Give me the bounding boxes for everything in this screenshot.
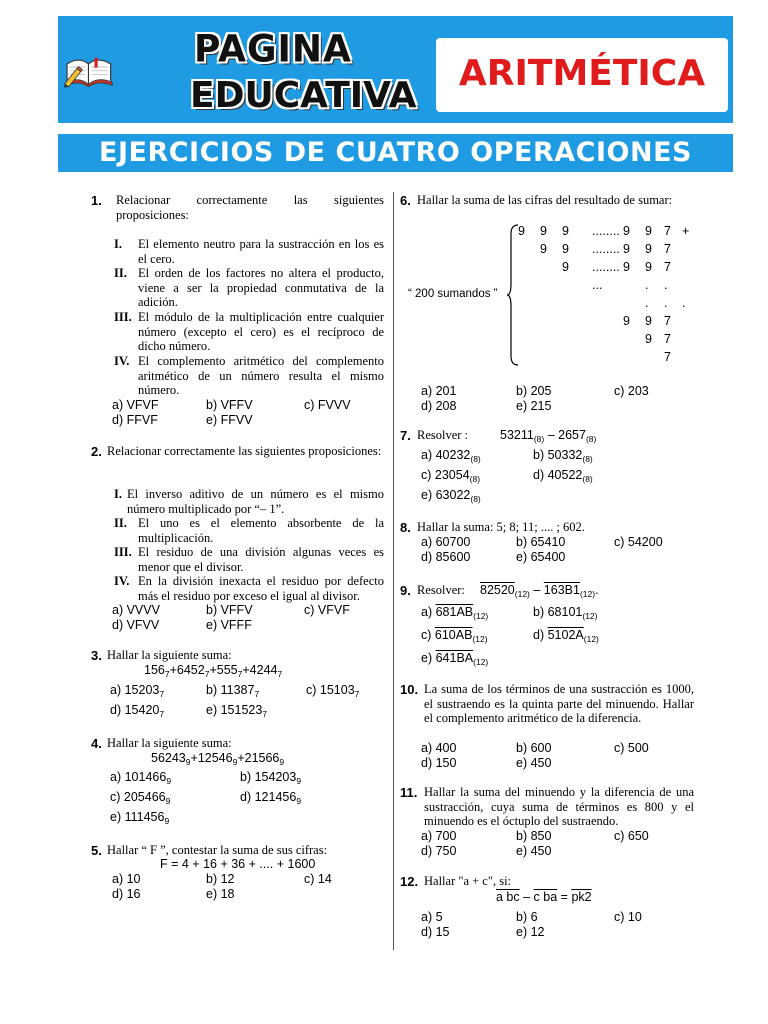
option[interactable]: e) 450: [516, 756, 552, 770]
option[interactable]: c) 500: [614, 741, 649, 755]
item-number: I.: [114, 487, 122, 501]
question-number: 12.: [400, 874, 419, 889]
question-number: 7.: [400, 428, 411, 443]
option[interactable]: d) $121456_9$: [240, 790, 302, 806]
item-number: IV.: [114, 354, 130, 368]
question-stem: Hallar la siguiente suma:: [107, 648, 232, 662]
sum-expression: $56243_9+12546_9+21566_9$: [151, 751, 285, 767]
question-stem: Hallar "a + c", si:: [424, 874, 512, 888]
sum-expression: $156_7+6452_7+555_7+4244_7$: [144, 663, 283, 679]
question-number: 10.: [400, 682, 419, 697]
question-number: 5.: [91, 843, 102, 858]
option[interactable]: c) 203: [614, 384, 649, 398]
grid-digit: .: [645, 278, 649, 292]
grid-digit: 9: [623, 224, 630, 238]
item-number: III.: [114, 545, 132, 559]
option[interactable]: e) 215: [516, 399, 552, 413]
question-stem: Hallar “ F ”, contestar la suma de sus cifras:: [107, 843, 328, 857]
option[interactable]: c) FVVV: [304, 398, 351, 412]
question-number: 6.: [400, 193, 411, 208]
grid-digit: ........: [592, 224, 620, 238]
grid-digit: 9: [623, 242, 630, 256]
option[interactable]: b) $68101_{(12)}$: [533, 605, 598, 621]
option[interactable]: c) $23054_{(8)}$: [421, 468, 481, 484]
grid-digit: 9: [518, 224, 525, 238]
option[interactable]: e) 12: [516, 925, 545, 939]
option[interactable]: d) 16: [112, 887, 141, 901]
subject-title: ARITMÉTICA: [458, 53, 706, 94]
question-number: 4.: [91, 736, 102, 751]
option[interactable]: e) $63022_{(8)}$: [421, 488, 481, 504]
question-stem: La suma de los términos de una sustracción es 1000, el sustraendo es la quinta parte del minuendo. Hallar el complemento aritmético de la diferencia.: [424, 682, 694, 725]
option[interactable]: c) VFVF: [304, 603, 350, 617]
option[interactable]: e) 18: [206, 887, 235, 901]
question-number: 8.: [400, 520, 411, 535]
question-number: 3.: [91, 648, 102, 663]
option[interactable]: b) 6: [516, 910, 538, 924]
brace-icon: [506, 224, 520, 366]
item-text: El módulo de la multiplicación entre cualquier número (excepto el cero) es el recíproco de dicho número.: [138, 310, 384, 353]
grid-digit: 9: [540, 242, 547, 256]
question-stem: Hallar la suma: 5; 8; 11; .... ; 602.: [417, 520, 585, 534]
question-number: 1.: [91, 193, 102, 208]
question-number: 9.: [400, 583, 411, 598]
option[interactable]: e) $111456_9$: [110, 810, 170, 826]
grid-digit: 9: [645, 314, 652, 328]
option[interactable]: e) 65400: [516, 550, 566, 564]
option[interactable]: d) $40522_{(8)}$: [533, 468, 593, 484]
option[interactable]: a) 10: [112, 872, 141, 886]
option[interactable]: b) $50332_{(8)}$: [533, 448, 593, 464]
grid-digit: 9: [645, 224, 652, 238]
option[interactable]: a) 60700: [421, 535, 471, 549]
grid-digit: 9: [562, 224, 569, 238]
operation-expression: $82520_{(12)} - 163B1_{(12)}$.: [480, 583, 599, 599]
grid-digit: 9: [645, 332, 652, 346]
option[interactable]: a) 5: [421, 910, 443, 924]
question-stem: Resolver :: [417, 428, 469, 442]
question-stem: Resolver:: [417, 583, 465, 597]
grid-digit: 9: [645, 260, 652, 274]
option[interactable]: b) 600: [516, 741, 552, 755]
option[interactable]: c) $610AB_{(12)}$: [421, 628, 488, 644]
option[interactable]: a) $101466_9$: [110, 770, 172, 786]
option[interactable]: b) VFFV: [206, 398, 253, 412]
question-stem: Relacionar correctamente las siguientes proposiciones:: [107, 444, 382, 458]
option[interactable]: b) 205: [516, 384, 552, 398]
option[interactable]: d) VFVV: [112, 618, 160, 632]
option[interactable]: d) $15420_7$: [110, 703, 165, 719]
option[interactable]: b) 850: [516, 829, 552, 843]
grid-digit: 9: [562, 260, 569, 274]
option[interactable]: a) $681AB_{(12)}$: [421, 605, 489, 621]
grid-digit: 7: [664, 350, 671, 364]
grid-digit: 7: [664, 242, 671, 256]
option[interactable]: a) VFVF: [112, 398, 159, 412]
option[interactable]: d) 15: [421, 925, 450, 939]
item-number: II.: [114, 516, 127, 530]
grid-digit: 9: [562, 242, 569, 256]
item-text: El uno es el elemento absorbente de la multiplicación.: [138, 516, 384, 545]
option[interactable]: d) $5102A_{(12)}$: [533, 628, 599, 644]
option[interactable]: c) 14: [304, 872, 332, 886]
option[interactable]: d) 150: [421, 756, 457, 770]
grid-digit: 7: [664, 314, 671, 328]
grid-digit: 9: [645, 242, 652, 256]
brand-title-line2: EDUCATIVA: [190, 75, 417, 116]
option[interactable]: d) FFVF: [112, 413, 158, 427]
option[interactable]: a) $40232_{(8)}$: [421, 448, 481, 464]
option[interactable]: e) $641BA_{(12)}$: [421, 651, 489, 667]
grid-digit: 7: [664, 260, 671, 274]
item-number: IV.: [114, 574, 130, 588]
option[interactable]: c) $205466_9$: [110, 790, 171, 806]
grid-digit: 9: [623, 260, 630, 274]
option[interactable]: a) 700: [421, 829, 457, 843]
option[interactable]: a) 201: [421, 384, 457, 398]
column-divider: [393, 192, 394, 950]
sum-expression: F = 4 + 16 + 36 + .... + 1600: [160, 857, 316, 871]
grid-digit: .: [645, 296, 649, 310]
option[interactable]: c) $15103_7$: [306, 683, 360, 699]
grid-digit: .: [682, 296, 686, 310]
option[interactable]: d) 750: [421, 844, 457, 858]
item-text: En la división inexacta el residuo por defecto más el residuo por exceso el igual al divisor.: [138, 574, 384, 603]
operation-expression: $53211_{(8)} - 2657_{(8)}$: [500, 428, 597, 444]
option[interactable]: e) VFFF: [206, 618, 252, 632]
item-text: El orden de los factores no altera el producto, viene a ser la propiedad conmutativa de la adición.: [138, 266, 384, 309]
open-book-with-pencil-icon: [64, 24, 194, 116]
option[interactable]: a) $15203_7$: [110, 683, 165, 699]
option[interactable]: b) $11387_7$: [206, 683, 260, 699]
option[interactable]: c) 650: [614, 829, 649, 843]
option[interactable]: d) 208: [421, 399, 457, 413]
grid-digit: ........: [592, 242, 620, 256]
operation-expression: a bc – c ba = pk2: [496, 890, 592, 904]
option[interactable]: c) 54200: [614, 535, 663, 549]
plus-sign: +: [682, 224, 690, 238]
option[interactable]: d) 85600: [421, 550, 471, 564]
option[interactable]: b) VFFV: [206, 603, 253, 617]
item-text: El residuo de una división algunas veces es menor que el divisor.: [138, 545, 384, 574]
item-number: III.: [114, 310, 132, 324]
item-text: El elemento neutro para la sustracción en los es el cero.: [138, 237, 384, 266]
option[interactable]: c) 10: [614, 910, 642, 924]
grid-digit: 9: [540, 224, 547, 238]
sum-count-label: “ 200 sumandos ”: [408, 288, 498, 300]
page-title: EJERCICIOS DE CUATRO OPERACIONES: [99, 137, 692, 168]
grid-digit: 7: [664, 224, 671, 238]
grid-digit: .: [664, 278, 668, 292]
question-stem: Relacionar correctamente las siguientes proposiciones:: [116, 193, 384, 222]
question-number: 2.: [91, 444, 102, 459]
option[interactable]: e) FFVV: [206, 413, 253, 427]
option[interactable]: e) 450: [516, 844, 552, 858]
item-number: I.: [114, 237, 122, 251]
option[interactable]: b) 12: [206, 872, 235, 886]
question-stem: Hallar la suma del minuendo y la diferencia de una sustracción, cuya suma de términos es 800 y el minuendo es el óctuplo del sustraendo.: [424, 785, 694, 828]
grid-digit: .: [664, 296, 668, 310]
grid-digit: ........: [592, 260, 620, 274]
option[interactable]: b) $154203_9$: [240, 770, 302, 786]
option[interactable]: a) VVVV: [112, 603, 160, 617]
item-text: El inverso aditivo de un número es el mismo número multiplicado por “– 1”.: [127, 487, 384, 516]
item-text: El complemento aritmético del complemento aritmético de un número resulta el mismo número.: [138, 354, 384, 397]
grid-digit: 9: [623, 314, 630, 328]
option[interactable]: e) $151523_7$: [206, 703, 268, 719]
brand-title-line1: PAGINA: [194, 27, 352, 71]
question-stem: Hallar la siguiente suma:: [107, 736, 232, 750]
grid-digit: 7: [664, 332, 671, 346]
item-number: II.: [114, 266, 127, 280]
question-stem: Hallar la suma de las cifras del resultado de sumar:: [417, 193, 673, 207]
question-number: 11.: [400, 785, 418, 800]
option[interactable]: b) 65410: [516, 535, 566, 549]
option[interactable]: a) 400: [421, 741, 457, 755]
grid-digit: ...: [592, 278, 603, 292]
